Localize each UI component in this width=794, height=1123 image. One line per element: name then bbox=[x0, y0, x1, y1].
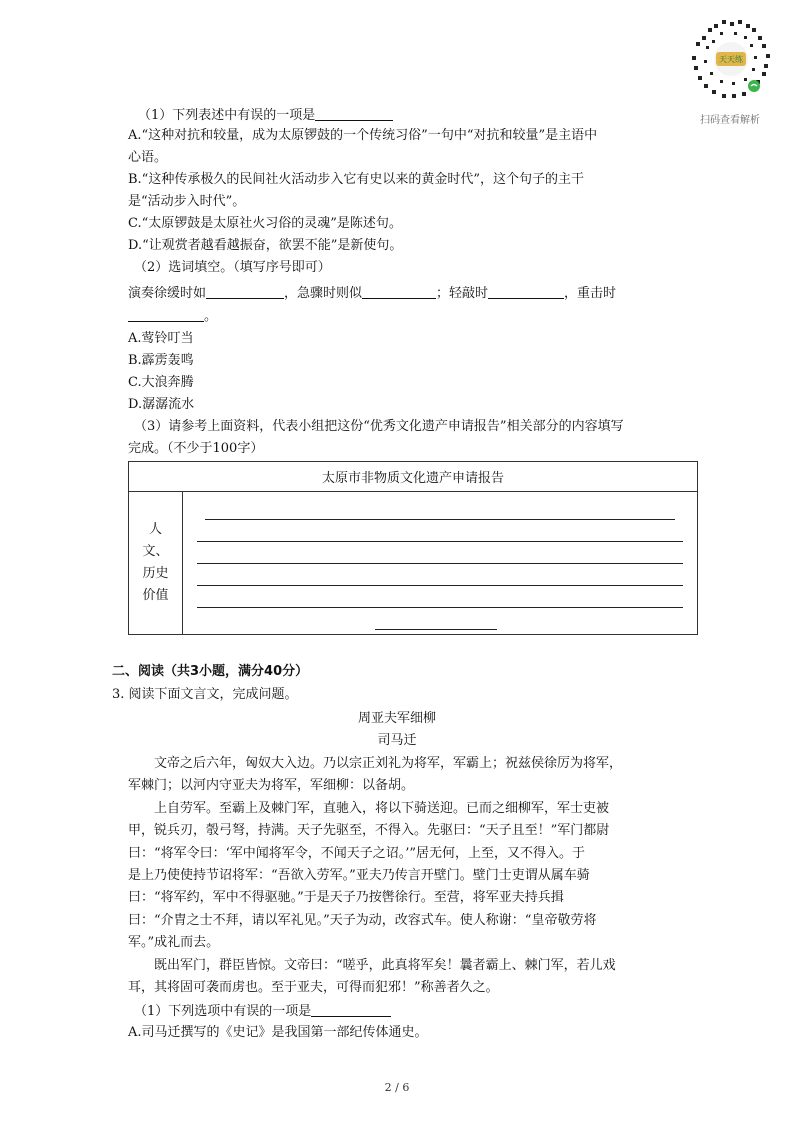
q2-part-4: ，重击时 bbox=[564, 286, 617, 301]
q2-option-a: A.莺铃叮当 bbox=[128, 331, 194, 346]
row-label-line: 人 bbox=[148, 522, 162, 537]
q1-stem-text: （1）下列表述中有误的一项是 bbox=[138, 108, 316, 123]
q2-sentence-cont bbox=[128, 307, 217, 326]
writing-line bbox=[197, 585, 683, 586]
passage-line: 甲，锐兵刃，彀弓弩，持满。天子先驱至，不得入。先驱曰：“天子且至！”军门都尉 bbox=[128, 823, 610, 838]
writing-line bbox=[375, 629, 497, 630]
passage-line: 曰：“介胄之士不拜，请以军礼见。”天子为动，改容式车。使人称谢：“皇帝敬劳将 bbox=[128, 913, 597, 928]
q3-stem-cont: 完成。（不少于100字） bbox=[128, 441, 264, 456]
q2-part-2: ，急骤时则似 bbox=[284, 286, 363, 301]
q1-option-b-cont: 是“活动步入时代”。 bbox=[128, 194, 246, 209]
q2-option-c: C.大浪奔腾 bbox=[128, 375, 194, 390]
q2-stem: （2）选词填空。（填写序号即可） bbox=[134, 260, 331, 275]
section-heading: 二、阅读（共3小题，满分40分） bbox=[112, 664, 309, 679]
passage-line: 曰：“将军约，军中不得驱驰。”于是天子乃按辔徐行。至营，将军亚夫持兵揖 bbox=[128, 890, 564, 905]
report-row-label bbox=[129, 492, 183, 635]
passage-line: 是上乃使使持节诏将军：“吾欲入劳军。”亚夫乃传言开壁门。壁门士吏谓从属车骑 bbox=[128, 868, 590, 883]
writing-line bbox=[197, 563, 683, 564]
row-label-line: 价值 bbox=[142, 588, 169, 603]
answer-blank[interactable] bbox=[128, 307, 204, 322]
passage-title: 周亚夫军细柳 bbox=[357, 711, 436, 726]
answer-blank[interactable] bbox=[206, 284, 284, 299]
q2-end: 。 bbox=[204, 309, 218, 324]
answer-blank[interactable] bbox=[315, 106, 393, 121]
answer-blank[interactable] bbox=[362, 284, 436, 299]
q3-stem: （3）请参考上面资料，代表小组把这份“优秀文化遗产申请报告”相关部分的内容填写 bbox=[134, 419, 624, 434]
qr-caption: 扫码查看解析 bbox=[700, 115, 760, 126]
row-label-line: 历史 bbox=[142, 566, 169, 581]
report-table bbox=[128, 461, 698, 635]
question-3-intro: 3. 阅读下面文言文，完成问题。 bbox=[112, 687, 298, 702]
answer-blank[interactable] bbox=[488, 284, 564, 299]
q1-stem bbox=[138, 106, 393, 125]
passage-author: 司马迁 bbox=[377, 733, 417, 748]
qr-code[interactable] bbox=[686, 14, 776, 104]
q2-part-1: 演奏徐缓时如 bbox=[128, 286, 207, 301]
q1-option-b: B.“这种传承极久的民间社火活动步入它有史以来的黄金时代”，这个句子的主干 bbox=[128, 172, 584, 187]
answer-blank[interactable] bbox=[311, 1002, 391, 1017]
q1-option-c: C.“太原锣鼓是太原社火习俗的灵魂”是陈述句。 bbox=[128, 216, 402, 231]
q2-part-3: ；轻敲时 bbox=[436, 286, 489, 301]
passage-line: 军。”成礼而去。 bbox=[128, 935, 220, 950]
q2-option-d: D.潺潺流水 bbox=[128, 397, 195, 412]
sub-question-1 bbox=[134, 1002, 391, 1021]
svg-text:天天练: 天天练 bbox=[719, 55, 743, 64]
q1-option-d: D.“让观赏者越看越振奋，欲罢不能”是新使句。 bbox=[128, 238, 403, 253]
passage-line: 曰：“将军令曰：‘军中闻将军令，不闻天子之诏。’”居无何，上至，又不得入。于 bbox=[128, 846, 586, 861]
q2-sentence bbox=[128, 284, 616, 303]
qr-code-icon bbox=[686, 14, 776, 104]
q1-option-a-cont: 心语。 bbox=[128, 150, 168, 165]
writing-line bbox=[197, 607, 683, 608]
passage-line: 耳，其将固可袭而虏也。至于亚夫，可得而犯邪！”称善者久之。 bbox=[128, 980, 499, 995]
q1-option-a: A.“这种对抗和较量，成为太原锣鼓的一个传统习俗”一句中“对抗和较量”是主语中 bbox=[128, 128, 598, 143]
writing-line bbox=[205, 519, 675, 520]
page-number: 2 / 6 bbox=[384, 1081, 410, 1094]
writing-line bbox=[197, 541, 683, 542]
row-label-line: 文、 bbox=[142, 544, 169, 559]
report-table-title: 太原市非物质文化遗产申请报告 bbox=[129, 462, 698, 492]
passage-line: 既出军门，群臣皆惊。文帝曰：“嗟乎，此真将军矣！曩者霸上、棘门军，若儿戏 bbox=[154, 958, 616, 973]
passage-line: 上自劳军。至霸上及棘门军，直驰入，将以下骑送迎。已而之细柳军，军士吏被 bbox=[154, 801, 610, 816]
sub-question-1-option-a: A.司马迁撰写的《史记》是我国第一部纪传体通史。 bbox=[128, 1025, 428, 1040]
q2-option-b: B.霹雳轰鸣 bbox=[128, 353, 194, 368]
passage-line: 文帝之后六年，匈奴大入边。乃以宗正刘礼为将军，军霸上；祝兹侯徐厉为将军， bbox=[154, 756, 623, 771]
passage-line: 军棘门；以河内守亚夫为将军，军细柳：以备胡。 bbox=[128, 778, 415, 793]
sub-question-1-text: （1）下列选项中有误的一项是 bbox=[134, 1004, 312, 1019]
